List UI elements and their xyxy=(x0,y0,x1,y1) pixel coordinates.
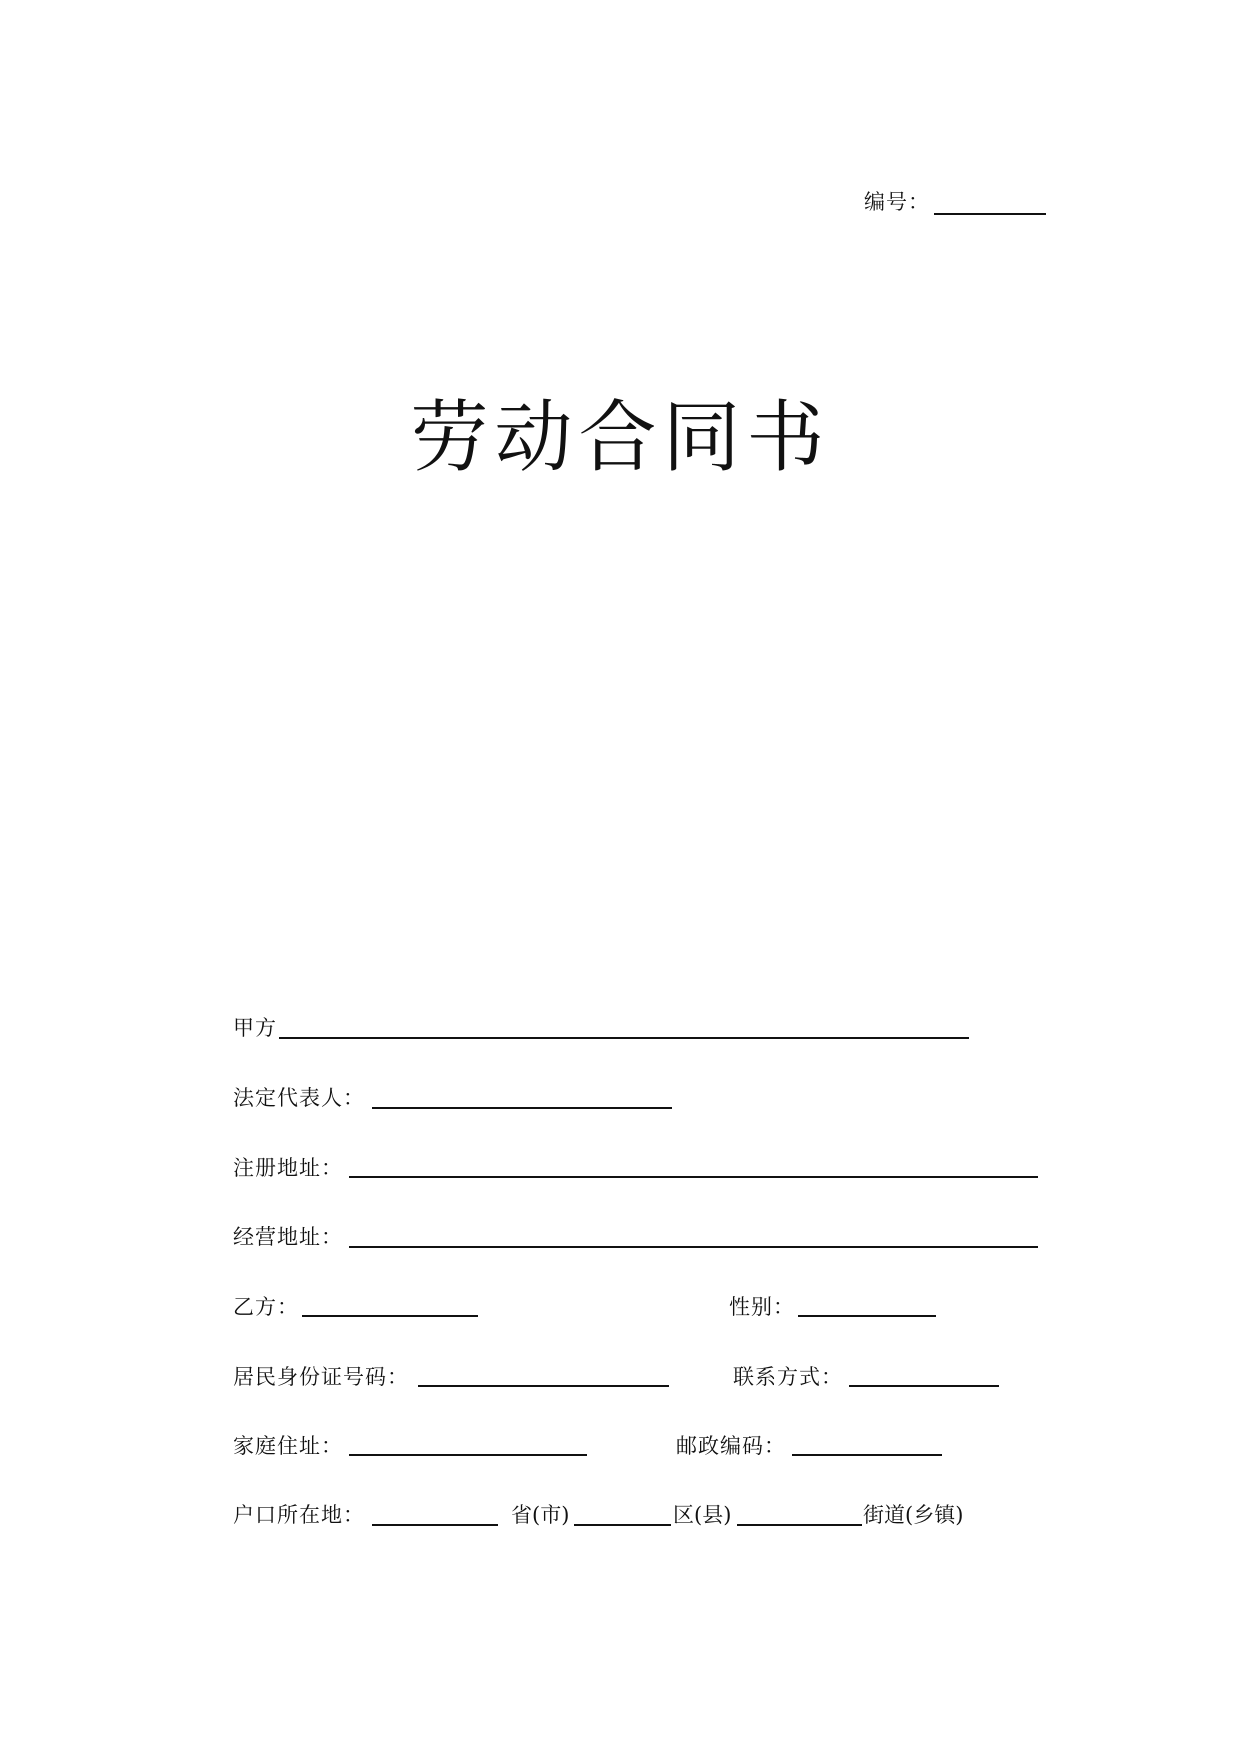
postal-code-label: 邮政编码： xyxy=(676,1434,786,1458)
party-b-field[interactable] xyxy=(302,1315,478,1317)
legal-rep-label: 法定代表人： xyxy=(233,1086,365,1110)
hukou-street-field[interactable] xyxy=(737,1524,862,1526)
street-label: 街道(乡镇) xyxy=(863,1503,964,1527)
contract-number-label: 编号： xyxy=(864,190,930,214)
gender-field[interactable] xyxy=(798,1315,936,1317)
party-b-label: 乙方： xyxy=(233,1295,299,1319)
registered-address-label: 注册地址： xyxy=(233,1156,343,1180)
party-a-field[interactable] xyxy=(279,1037,969,1039)
id-number-field[interactable] xyxy=(418,1385,669,1387)
id-number-label: 居民身份证号码： xyxy=(233,1365,409,1389)
page-title: 劳动合同书 xyxy=(410,393,831,483)
hukou-province-field[interactable] xyxy=(372,1524,498,1526)
contract-number-field[interactable] xyxy=(934,213,1046,215)
home-address-label: 家庭住址： xyxy=(233,1434,343,1458)
business-address-label: 经营地址： xyxy=(233,1225,343,1249)
party-a-label: 甲方 xyxy=(233,1016,277,1040)
business-address-field[interactable] xyxy=(349,1246,1038,1248)
province-label: 省(市) xyxy=(511,1503,570,1527)
home-address-field[interactable] xyxy=(349,1454,587,1456)
gender-label: 性别： xyxy=(729,1295,795,1319)
contact-field[interactable] xyxy=(849,1385,999,1387)
district-label: 区(县) xyxy=(673,1503,732,1527)
postal-code-field[interactable] xyxy=(792,1454,942,1456)
hukou-label: 户口所在地： xyxy=(233,1503,365,1527)
legal-rep-field[interactable] xyxy=(372,1107,672,1109)
contact-label: 联系方式： xyxy=(733,1365,843,1389)
registered-address-field[interactable] xyxy=(349,1176,1038,1178)
hukou-district-field[interactable] xyxy=(574,1524,671,1526)
